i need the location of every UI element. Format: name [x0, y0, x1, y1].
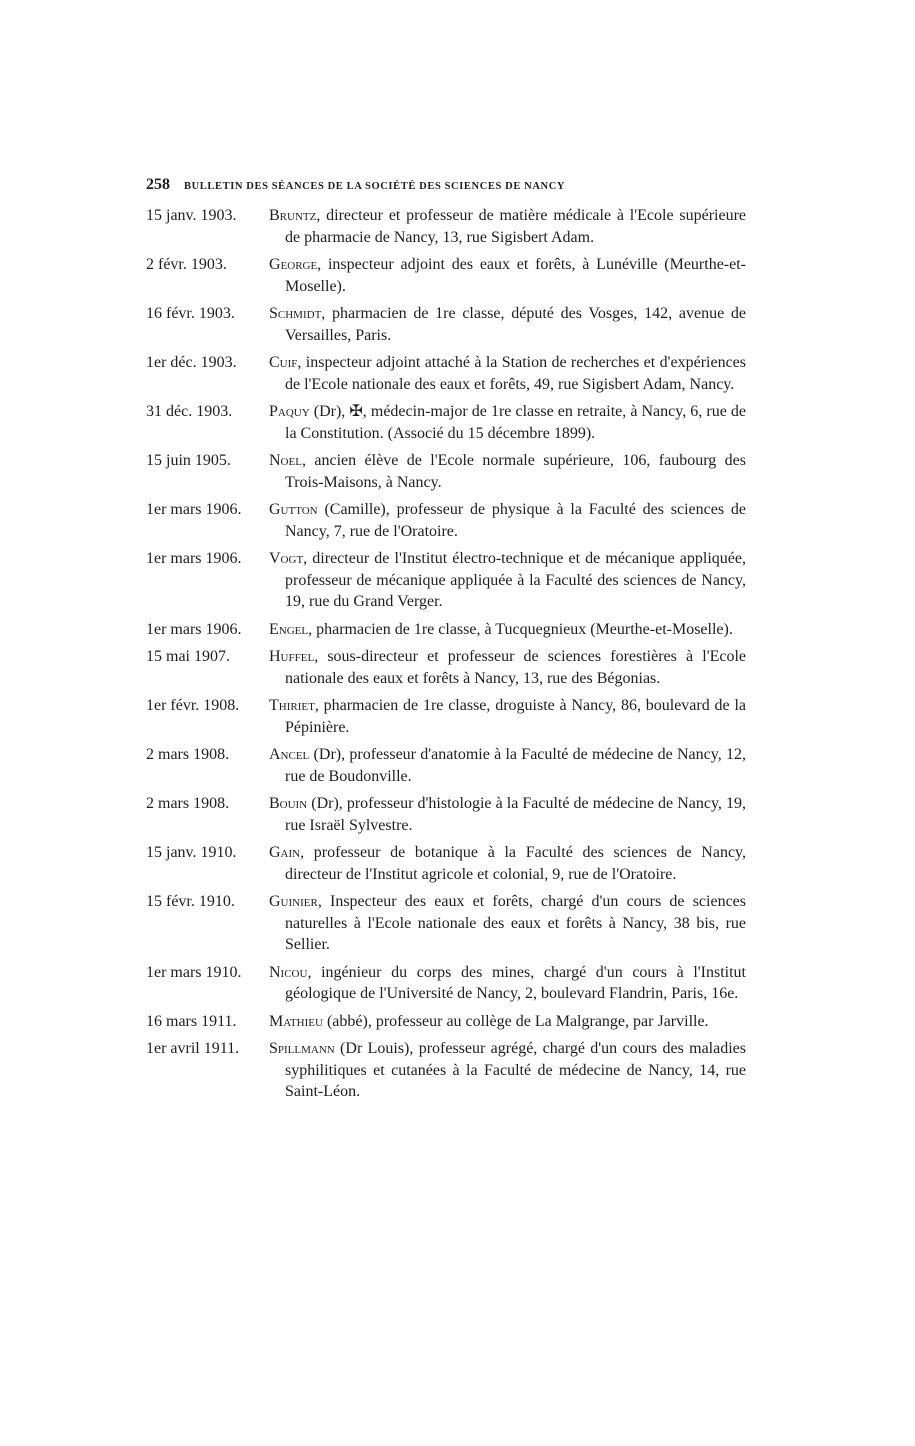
member-entry: [146, 891, 746, 956]
entry-date: 15 janv. 1910.: [146, 844, 237, 861]
member-entry: [146, 619, 746, 641]
member-details: (Dr), professeur d'histologie à la Faculté de médecine de Nancy, 19, rue Israël Sylvestre.: [285, 795, 746, 834]
member-name: Vogt: [269, 550, 304, 567]
entry-date: 15 janv. 1903.: [146, 207, 237, 224]
member-entry: [146, 793, 746, 836]
member-entry: [146, 1011, 746, 1033]
entry-date: 15 juin 1905.: [146, 452, 231, 469]
entry-body: [269, 450, 746, 493]
page-number: 258: [146, 176, 170, 193]
member-name: Noel: [269, 452, 302, 469]
member-name: Nicou: [269, 963, 308, 981]
entry-body: [269, 205, 746, 248]
member-entry: [146, 205, 746, 248]
member-name: George: [269, 256, 318, 273]
member-entry: [146, 499, 746, 542]
member-entry: [146, 744, 746, 787]
page-header: [146, 176, 746, 196]
entry-body: [269, 499, 746, 542]
member-name: Guinier: [269, 893, 318, 910]
entry-date: 31 déc. 1903.: [146, 403, 233, 420]
member-entry: [146, 450, 746, 493]
entry-date: 1er avril 1911.: [146, 1040, 240, 1057]
member-entry: [146, 646, 746, 689]
member-name: Ancel: [269, 746, 310, 763]
member-name: Paquy: [269, 403, 310, 420]
member-details: , professeur de botanique à la Faculté des sciences de Nancy, directeur de l'Institut agricole et colonial, 9, rue de l'Oratoire.: [285, 844, 746, 883]
member-entry: [146, 695, 746, 738]
entry-date: 2 mars 1908.: [146, 795, 230, 812]
member-details: , pharmacien de 1re classe, à Tucquegnieux (Meurthe-et-Moselle).: [308, 620, 733, 638]
entry-body: [269, 1038, 746, 1103]
entry-body: [269, 646, 746, 689]
entry-body: [269, 352, 746, 395]
entry-body: [269, 962, 746, 1005]
entry-body: [269, 744, 746, 787]
entry-date: 2 févr. 1903.: [146, 256, 227, 273]
entry-body: [269, 303, 746, 346]
member-name: Schmidt: [269, 305, 322, 322]
member-details: , inspecteur adjoint attaché à la Station de recherches et d'expériences de l'Ecole nationale des eaux et forêts, 49, rue Sigisbert Adam, Nancy.: [285, 354, 746, 393]
member-name: Mathieu: [269, 1012, 323, 1030]
member-name: Thiriet: [269, 697, 315, 714]
member-entry: [146, 1038, 746, 1103]
member-entry: [146, 401, 746, 444]
member-entry: [146, 962, 746, 1005]
entry-body: [269, 254, 746, 297]
entry-date: 15 févr. 1910.: [146, 893, 235, 910]
running-title: BULLETIN DES SÉANCES DE LA SOCIÉTÉ DES SCIENCES DE NANCY: [184, 181, 566, 192]
member-details: , pharmacien de 1re classe, député des Vosges, 142, avenue de Versailles, Paris.: [285, 305, 746, 344]
entry-date: 15 mai 1907.: [146, 648, 230, 665]
member-entry: [146, 254, 746, 297]
entry-body: [269, 842, 746, 885]
entry-date: 1er déc. 1903.: [146, 354, 237, 371]
entry-date: 1er mars 1906.: [146, 501, 242, 518]
entry-body: [269, 548, 746, 613]
member-name: Gain: [269, 844, 301, 861]
entry-body: [269, 1011, 746, 1033]
entry-body: [269, 891, 746, 956]
entry-body: [269, 619, 746, 641]
entry-body: [269, 793, 746, 836]
member-details: , pharmacien de 1re classe, droguiste à Nancy, 86, boulevard de la Pépinière.: [285, 697, 746, 736]
member-name: Cuif: [269, 354, 298, 371]
member-list: [146, 205, 746, 1109]
member-details: , Inspecteur des eaux et forêts, chargé d'un cours de sciences naturelles à l'Ecole nationale des eaux et forêts à Nancy, 38 bis, rue Sellier.: [285, 893, 746, 953]
member-name: Gutton: [269, 501, 318, 518]
entry-body: [269, 695, 746, 738]
entry-date: 1er févr. 1908.: [146, 697, 240, 714]
member-details: (Camille), professeur de physique à la Faculté des sciences de Nancy, 7, rue de l'Oratoire.: [285, 501, 746, 540]
member-name: Bouin: [269, 795, 308, 812]
member-details: (Dr), ✠, médecin-major de 1re classe en retraite, à Nancy, 6, rue de la Constitution. (Associé du 15 décembre 1899).: [285, 403, 746, 442]
member-entry: [146, 842, 746, 885]
member-details: (abbé), professeur au collège de La Malgrange, par Jarville.: [322, 1012, 709, 1030]
member-name: Engel: [269, 620, 309, 638]
member-name: Bruntz: [269, 207, 317, 224]
member-details: , directeur et professeur de matière médicale à l'Ecole supérieure de pharmacie de Nancy, 13, rue Sigisbert Adam.: [285, 207, 746, 246]
member-entry: [146, 303, 746, 346]
member-name: Spillmann: [269, 1040, 335, 1057]
member-name: Huffel: [269, 648, 315, 665]
entry-date: 2 mars 1908.: [146, 746, 230, 763]
member-entry: [146, 548, 746, 613]
entry-body: [269, 401, 746, 444]
member-details: , ancien élève de l'Ecole normale supérieure, 106, faubourg des Trois-Maisons, à Nancy.: [285, 452, 746, 491]
member-details: (Dr Louis), professeur agrégé, chargé d'un cours des maladies syphilitiques et cutanées à la Faculté de médecine de Nancy, 14, rue Saint-Léon.: [285, 1040, 746, 1100]
member-entry: [146, 352, 746, 395]
entry-date: 1er mars 1910.: [146, 963, 242, 981]
member-details: , ingénieur du corps des mines, chargé d'un cours à l'Institut géologique de l'Université de Nancy, 2, boulevard Flandrin, Paris, 16e.: [285, 963, 746, 1002]
entry-date: 1er mars 1906.: [146, 550, 242, 567]
entry-date: 16 févr. 1903.: [146, 305, 235, 322]
entry-date: 16 mars 1911.: [146, 1012, 237, 1030]
member-details: , inspecteur adjoint des eaux et forêts, à Lunéville (Meurthe-et-Moselle).: [285, 256, 746, 295]
entry-date: 1er mars 1906.: [146, 620, 242, 638]
member-details: (Dr), professeur d'anatomie à la Faculté de médecine de Nancy, 12, rue de Boudonville.: [285, 746, 746, 785]
member-details: , directeur de l'Institut électro-technique et de mécanique appliquée, professeur de mécanique appliquée à la Faculté des sciences de Nancy, 19, rue du Grand Verger.: [285, 550, 746, 610]
member-details: , sous-directeur et professeur de sciences forestières à l'Ecole nationale des eaux et forêts à Nancy, 13, rue des Bégonias.: [285, 648, 746, 687]
